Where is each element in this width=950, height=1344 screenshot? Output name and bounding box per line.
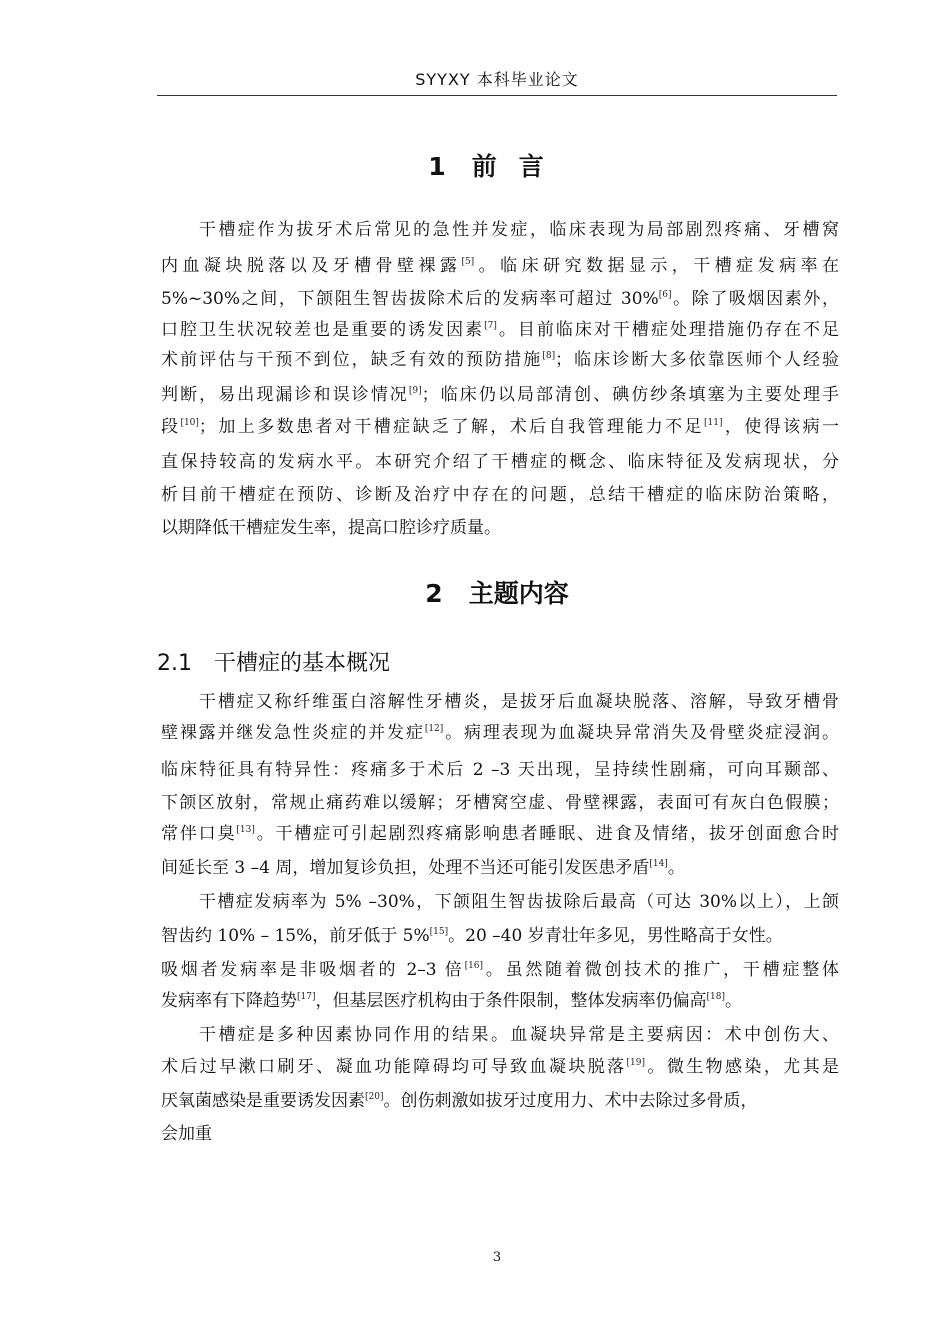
section-2-number: 2: [425, 579, 443, 608]
citation: [5]: [461, 257, 475, 267]
paragraph-line: 口腔卫生状况较差也是重要的诱发因素[7]。目前临床对干槽症处理措施仍存在不足: [161, 320, 840, 340]
paragraph-line: 间延长至 3 –4 周，增加复诊负担，处理不当还可能引发医患矛盾[14]。: [161, 858, 685, 878]
section-2-1-heading: [157, 646, 390, 677]
citation: [8]: [542, 351, 556, 361]
paragraph-line: 智齿约 10% – 15%，前牙低于 5%[15]。20 –40 岁青壮年多见，男性略高于女性。: [161, 926, 783, 946]
section-1-title: 前言: [471, 152, 566, 181]
paragraph-line: 术后过早漱口刷牙、凝血功能障碍均可导致血凝块脱落[19]。微生物感染，尤其是: [161, 1057, 840, 1077]
paragraph-line: 析目前干槽症在预防、诊断及治疗中存在的问题，总结干槽症的临床防治策略，: [161, 485, 839, 505]
citation: [6]: [658, 290, 672, 300]
citation: [20]: [365, 1092, 384, 1102]
paragraph-line: 判断，易出现漏诊和误诊情况[9]；临床仍以局部清创、碘仿纱条填塞为主要处理手: [161, 385, 840, 405]
paragraph-line: 壁裸露并继发急性炎症的并发症[12]。病理表现为血凝块异常消失及骨壁炎症浸润。: [161, 723, 840, 743]
citation: [9]: [408, 386, 422, 396]
paragraph-line: 发病率有下降趋势[17]，但基层医疗机构由于条件限制，整体发病率仍偏高[18]。: [161, 991, 742, 1011]
running-header: SYYXY 本科毕业论文: [415, 70, 579, 89]
paragraph-line: 内血凝块脱落以及牙槽骨壁裸露[5]。临床研究数据显示，干槽症发病率在: [161, 256, 840, 276]
section-2-1-title: 干槽症的基本概况: [214, 651, 391, 676]
page-number: 3: [492, 1250, 502, 1265]
citation: [14]: [649, 859, 668, 869]
citation: [18]: [706, 992, 725, 1002]
citation: [15]: [429, 927, 449, 937]
paragraph-line: 以期降低干槽症发生率，提高口腔诊疗质量。: [161, 518, 501, 538]
paragraph-line: 段[10]；加上多数患者对干槽症缺乏了解，术后自我管理能力不足[11]，使得该病一: [161, 417, 840, 437]
paragraph-line: 干槽症又称纤维蛋白溶解性牙槽炎，是拔牙后血凝块脱落、溶解，导致牙槽骨: [199, 692, 839, 712]
paragraph-line: 临床特征具有特异性：疼痛多于术后 2 –3 天出现，呈持续性剧痛，可向耳颞部、: [161, 760, 839, 780]
citation: [10]: [180, 418, 199, 428]
paragraph-line: 术前评估与干预不到位，缺乏有效的预防措施[8]；临床诊断大多依靠医师个人经验: [161, 350, 840, 370]
section-2-title: 主题内容: [468, 579, 569, 608]
paragraph-line: 厌氧菌感染是重要诱发因素[20]。创伤刺激如拔牙过度用力、术中去除过多骨质，: [161, 1091, 758, 1111]
section-2-1-number: 2.1: [157, 651, 192, 676]
citation: [17]: [297, 992, 316, 1002]
section-1-heading: [157, 147, 837, 183]
paragraph-line: 直保持较高的发病水平。本研究介绍了干槽症的概念、临床特征及发病现状，分: [161, 452, 839, 472]
paragraph-line: 5%~30%之间，下颌阻生智齿拔除术后的发病率可超过 30%[6]。除了吸烟因素外，: [161, 289, 840, 309]
citation: [12]: [424, 724, 444, 734]
citation: [13]: [236, 825, 255, 835]
paragraph-line: 干槽症是多种因素协同作用的结果。血凝块异常是主要病因：术中创伤大、: [199, 1025, 839, 1045]
header-divider: [157, 95, 837, 96]
paragraph-line: 干槽症作为拔牙术后常见的急性并发症，临床表现为局部剧烈疼痛、牙槽窝: [199, 220, 839, 240]
citation: [19]: [626, 1058, 646, 1068]
citation: [16]: [464, 961, 484, 971]
section-1-number: 1: [428, 152, 446, 181]
citation: [7]: [484, 321, 497, 331]
section-2-heading: [157, 574, 837, 610]
paragraph-line: 会加重: [161, 1124, 212, 1144]
citation: [11]: [703, 418, 723, 428]
paragraph-line: 干槽症发病率为 5% –30%，下颌阻生智齿拔除后最高（可达 30%以上），上颌: [199, 892, 839, 912]
paragraph-line: 常伴口臭[13]。干槽症可引起剧烈疼痛影响患者睡眠、进食及情绪，拔牙创面愈合时: [161, 824, 840, 844]
paragraph-line: 下颌区放射，常规止痛药难以缓解；牙槽窝空虚、骨壁裸露，表面可有灰白色假膜；: [161, 793, 839, 813]
paragraph-line: 吸烟者发病率是非吸烟者的 2–3 倍[16]。虽然随着微创技术的推广，干槽症整体: [161, 960, 839, 980]
